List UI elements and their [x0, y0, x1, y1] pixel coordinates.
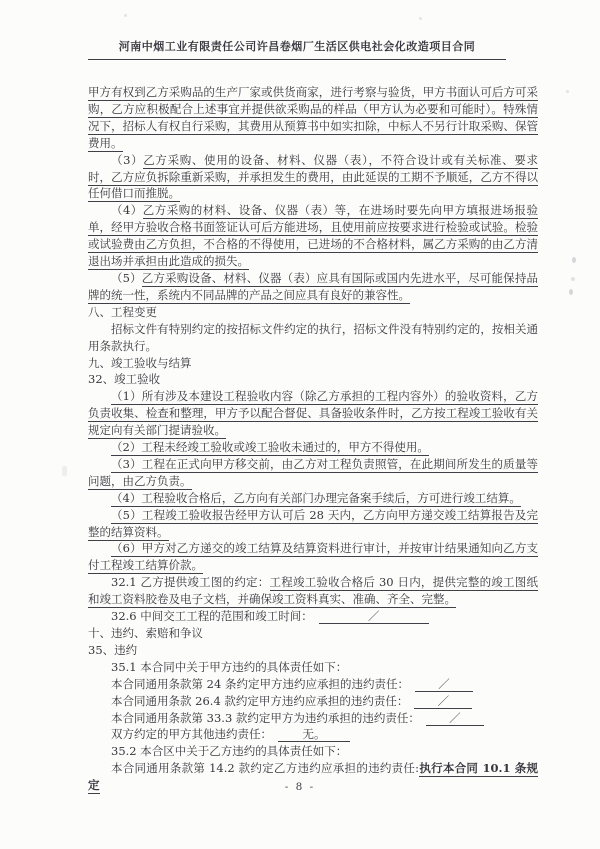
- text-segment: 32、竣工验收: [88, 372, 161, 387]
- text-segment: 32.6 中间交工工程的范围和竣工时间：: [111, 609, 313, 624]
- document-header-title: 河南中烟工业有限责任公司许昌卷烟厂生活区供电社会化改造项目合同: [88, 38, 506, 60]
- paragraph: [88, 202, 538, 270]
- text-segment: 32.1 乙方提供竣工图的约定：: [111, 575, 270, 590]
- paragraph: [88, 507, 538, 541]
- scan-speck: [419, 17, 422, 20]
- paragraph: [88, 152, 538, 203]
- paragraph: [88, 490, 538, 507]
- text-segment: （3）: [111, 152, 144, 167]
- paragraph: [88, 456, 538, 490]
- text-segment: （4）工程验收合格后，乙方向有关部门办理完备案手续后，方可进行竣工结算。: [111, 490, 521, 505]
- page-number: - 8 -: [284, 781, 316, 793]
- text-segment: 甲方有权到乙方采购品的生产厂家或供货商家，进行考察与验货，甲方书面认可后方可采购，乙方应积极配合上述事宜并提供欲采购品的样品（甲方认为必要和可能时）。特殊情况下，招标人有权自行采购，其费用从预算书中如实扣除，中标人不另行计取采购、保管费用。: [88, 85, 538, 150]
- paragraph: [88, 270, 538, 304]
- text-segment: 本合同通用条款第 24 条约定甲方违约应承担的违约责任：: [111, 676, 409, 691]
- fill-in-blank: ／: [414, 695, 472, 709]
- fill-in-blank: ／: [319, 610, 429, 624]
- paragraph: [88, 743, 538, 760]
- text-segment: 十、违约、索赔和争议: [88, 626, 203, 640]
- text-segment: 35、违约: [88, 642, 138, 657]
- paragraph: [88, 540, 538, 574]
- paragraph: [88, 574, 538, 608]
- contract-body: [88, 84, 538, 794]
- paragraph: [88, 726, 538, 743]
- text-segment: 本合同通用条款 26.4 款约定甲方违约应承担的违约责任：: [111, 693, 409, 708]
- paragraph: [88, 439, 538, 456]
- text-segment: 八、工程变更: [88, 304, 157, 319]
- paragraph: [88, 371, 538, 388]
- fill-in-blank: ／: [415, 678, 473, 692]
- text-segment: 本合同通用条款第 33.3 款约定甲方为违约承担的违约责任：: [111, 710, 420, 725]
- text-segment: 九、竣工验收与结算: [88, 355, 192, 370]
- text-segment: 35.1 本合同中关于甲方违约的具体责任如下：: [111, 659, 348, 674]
- scan-speck: [572, 257, 576, 263]
- text-segment: 35.2 本合区中关于乙方违约的具体责任如下：: [111, 744, 348, 759]
- scan-speck: [571, 277, 575, 281]
- scan-speck: [569, 289, 573, 295]
- paragraph: [88, 659, 538, 676]
- paragraph: [88, 388, 538, 439]
- text-segment: 执行本合同 10.1 条规定: [88, 761, 538, 793]
- text-segment: 招标文件有特别约定的按招标文件约定的执行，招标文件没有特别约定的，按相关通用条款执行。: [88, 321, 538, 353]
- paragraph: [88, 321, 538, 355]
- text-segment: （2）工程未经竣工验收或竣工验收未通过的，甲方不得使用。: [111, 440, 429, 455]
- paragraph: [88, 304, 538, 321]
- text-segment: （1）所有涉及本建设工程验收内容（除乙方承担的工程内容外）的验收资料，乙方负责收集、检查和整理，甲方予以配合督促、具备验收条件时，乙方按工程竣工验收有关规定向有关部门提请验收。: [88, 389, 538, 438]
- paragraph: [88, 625, 538, 642]
- text-segment: 乙方采购、使用的设备、材料、仪器（表），不符合设计或有关标准、要求时，乙方应负拆除重新采购，并承担发生的费用，由此延误的工期不予顺延，乙方不得以任何借口而推脱。: [88, 152, 538, 201]
- paragraph: [88, 676, 538, 693]
- fill-in-blank: ／: [426, 712, 484, 726]
- paragraph: [88, 710, 538, 727]
- text-segment: （3）工程在正式向甲方移交前，由乙方对工程负责照管，在此期间所发生的质量等问题，由乙方负责。: [88, 456, 538, 488]
- text-segment: （4）: [111, 203, 143, 218]
- text-segment: （5）: [111, 270, 142, 285]
- text-segment: 乙方采购的材料、设备、仪器（表）等，在进场时要先向甲方填报进场报验单，经甲方验收合格书面签证认可后方能进场，且使用前应按要求进行检验或试验。检验或试验费由乙方负担，不合格的不得使用，已进场的不合格材料，属乙方采购的由乙方清退出场并承担由此造成的损失。: [88, 203, 538, 269]
- fill-in-blank: 无。: [278, 728, 350, 742]
- text-segment: 本合同通用条款第 14.2 款约定乙方违约应承担的违约责任:: [111, 761, 420, 776]
- text-segment: 双方约定的甲方其他违约责任：: [111, 727, 272, 742]
- text-segment: 乙方采购设备、材料、仪器（表）应具有国际或国内先进水平，尽可能保持品牌的统一性，系统内不同品牌的产品之间应具有良好的兼容性。: [88, 270, 538, 302]
- text-segment: 工程竣工验收合格后 30 日内，提供完整的竣工图纸和竣工资料胶卷及电子文档，并确保竣工资料真实、准确、齐全、完整。: [88, 575, 538, 607]
- scan-speck: [62, 466, 67, 476]
- paragraph: [88, 84, 538, 152]
- paragraph: [88, 355, 538, 372]
- paragraph: [88, 608, 538, 625]
- text-segment: （5）工程竣工验收报告经甲方认可后 28 天内，乙方向甲方递交竣工结算报告及完整的结算资料。: [88, 507, 538, 539]
- scan-speck: [566, 90, 569, 93]
- scan-speck: [124, 14, 127, 17]
- paragraph: [88, 642, 538, 659]
- text-segment: （6）甲方对乙方递交的竣工结算及结算资料进行审计，并按审计结果通知向乙方支付工程竣工结算价款。: [88, 541, 538, 573]
- paragraph: [88, 693, 538, 710]
